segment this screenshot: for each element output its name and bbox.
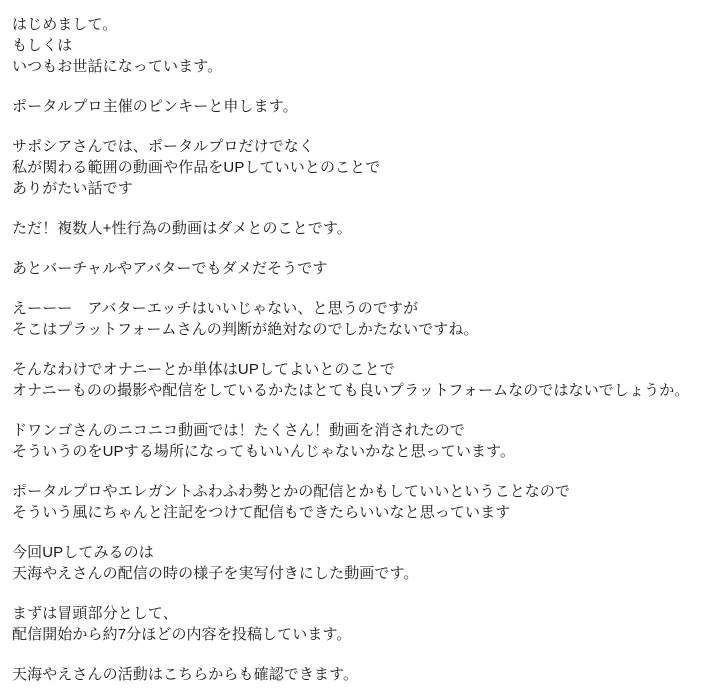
text-line: そういう風にちゃんと注記をつけて配信もできたらいいなと思っています: [12, 504, 511, 521]
text-paragraph: [12, 136, 712, 199]
text-line: ありがたい話です: [12, 180, 133, 197]
text-line: あとバーチャルやアバターでもダメだそうです: [12, 260, 328, 277]
text-paragraph: [12, 420, 712, 462]
text-paragraph: [12, 298, 712, 340]
text-paragraph: [12, 96, 712, 117]
text-line: ただ！複数人+性行為の動画はダメとのことです。: [12, 220, 352, 237]
text-line: サポシアさんでは、ポータルプロだけでなく: [12, 138, 315, 155]
text-paragraph: [12, 481, 712, 523]
text-line: はじめまして。: [12, 16, 118, 33]
text-paragraph: [12, 664, 712, 685]
text-line: 今回UPしてみるのは: [12, 544, 154, 561]
text-line: そんなわけでオナニーとか単体はUPしてよいとのことで: [12, 361, 395, 378]
text-paragraph: [12, 542, 712, 584]
text-line: 天海やえさんの配信の時の様子を実写付きにした動画です。: [12, 565, 419, 582]
text-line: もしくは: [12, 37, 73, 54]
text-paragraph: [12, 258, 712, 279]
text-line: 配信開始から約7分ほどの内容を投稿しています。: [12, 626, 352, 643]
text-line: ポータルプロ主催のピンキーと申します。: [12, 98, 298, 115]
text-line: 天海やえさんの活動はこちらからも確認できます。: [12, 666, 359, 683]
text-line: ドワンゴさんのニコニコ動画では！たくさん！動画を消されたので: [12, 422, 466, 439]
text-line: そういうのをUPする場所になってもいいんじゃないかなと思っています。: [12, 443, 516, 460]
text-blocks-container: [12, 14, 712, 685]
text-paragraph: [12, 603, 712, 645]
text-line: 私が関わる範囲の動画や作品をUPしていいとのことで: [12, 159, 381, 176]
text-line: いつもお世話になっています。: [12, 58, 223, 75]
text-line: オナニーものの撮影や配信をしているかたはとても良いプラットフォームなのではないでしょうか。: [12, 382, 690, 399]
text-paragraph: [12, 14, 712, 77]
text-paragraph: [12, 359, 712, 401]
text-line: まずは冒頭部分として、: [12, 605, 178, 622]
text-line: ポータルプロやエレガントふわふわ勢とかの配信とかもしていいということなので: [12, 483, 571, 500]
text-paragraph: [12, 218, 712, 239]
text-line: えーーー アバターエッチはいいじゃない、と思うのですが: [12, 300, 419, 317]
text-line: そこはプラットフォームさんの判断が絶対なのでしかたないですね。: [12, 321, 479, 338]
